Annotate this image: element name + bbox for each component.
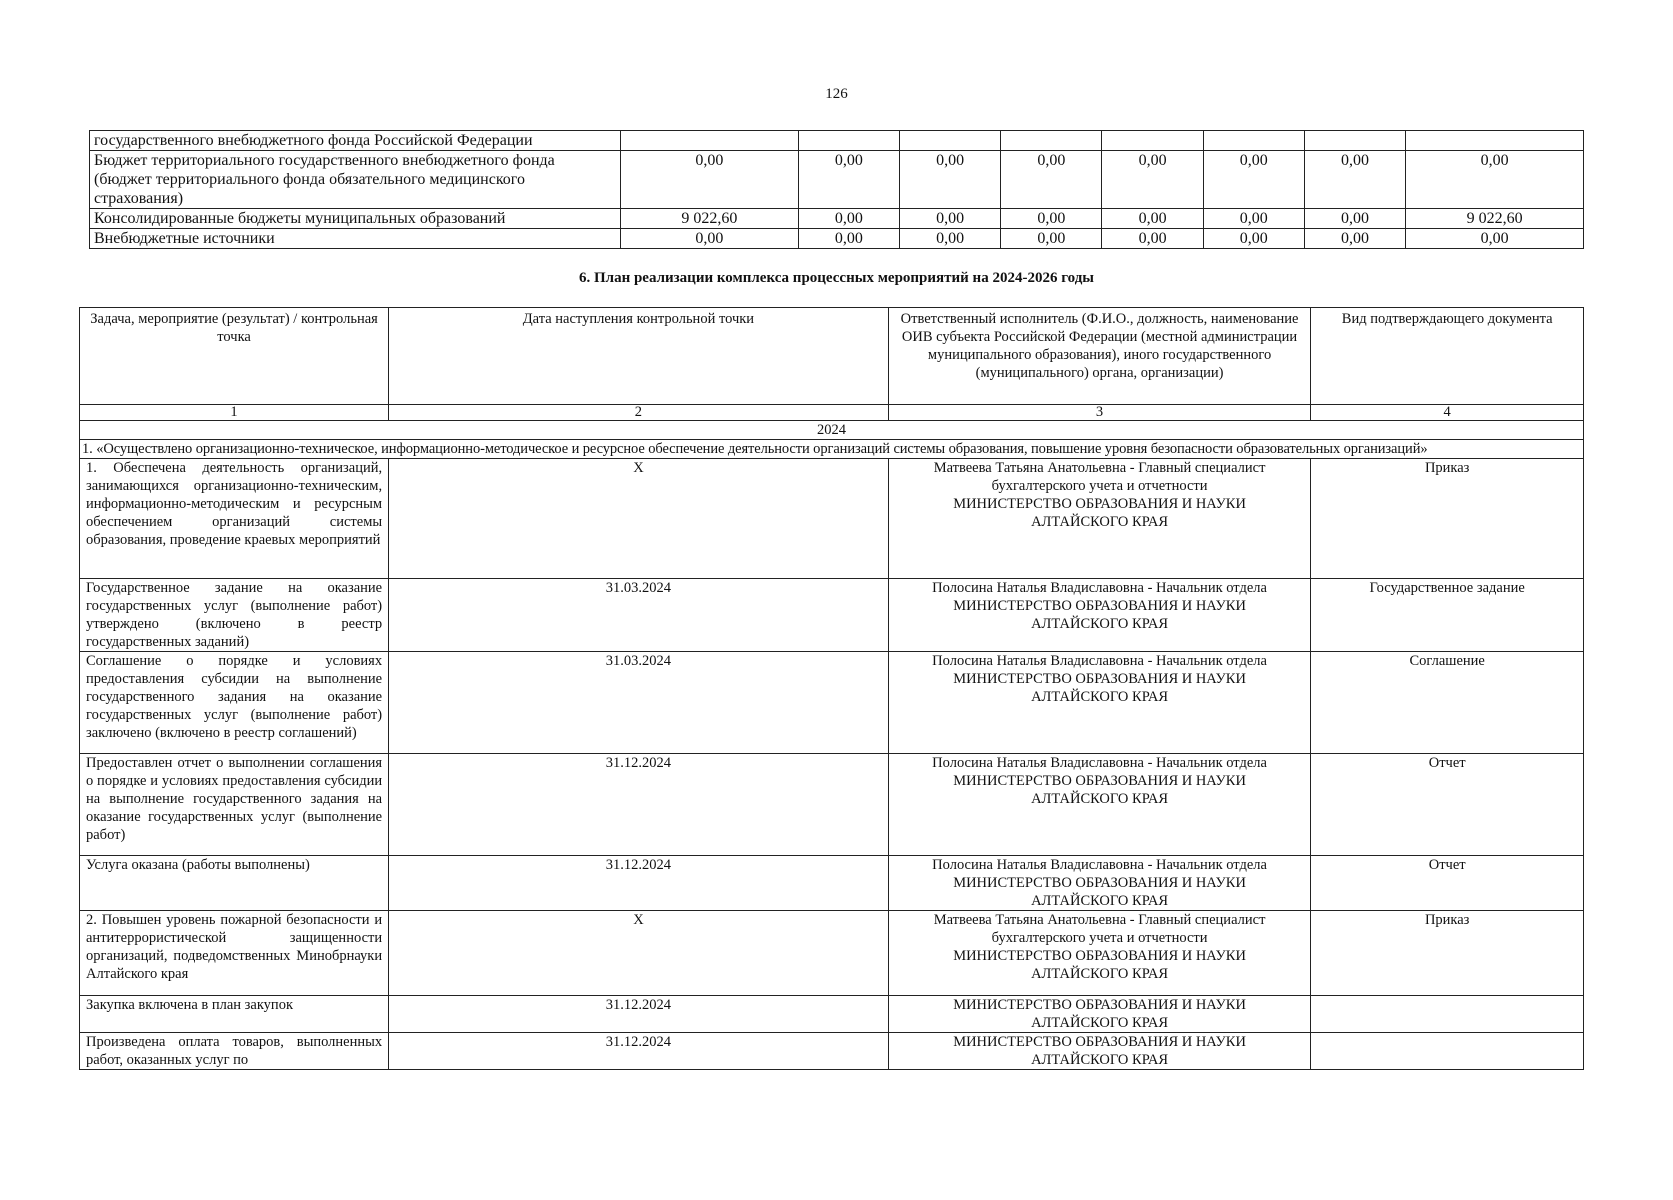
section-title: 6. План реализации комплекса процессных мероприятий на 2024-2026 годы xyxy=(578,270,1095,286)
finance-row-label: государственного внебюджетного фонда Российской Федерации xyxy=(90,131,621,151)
finance-value: 0,00 xyxy=(1406,151,1584,209)
finance-value xyxy=(1102,131,1203,151)
plan-row-event: 1. Обеспечена деятельность организаций, занимающихся организационно-техническим, информационно-методическим и ресурсным обеспечением организаций системы образования, проведение краевых мероприятий xyxy=(80,459,389,579)
plan-row-document: Отчет xyxy=(1311,856,1584,911)
responsible-line: МИНИСТЕРСТВО ОБРАЗОВАНИЯ И НАУКИ xyxy=(953,496,1246,512)
plan-row xyxy=(80,579,1584,652)
column-number: 4 xyxy=(1311,405,1584,421)
plan-row-document xyxy=(1311,1033,1584,1070)
finance-value: 0,00 xyxy=(1001,209,1102,229)
responsible-line: МИНИСТЕРСТВО ОБРАЗОВАНИЯ И НАУКИ xyxy=(953,997,1246,1013)
finance-value: 0,00 xyxy=(1406,229,1584,249)
plan-row-event: Государственное задание на оказание государственных услуг (выполнение работ) утверждено (включено в реестр государственных заданий) xyxy=(80,579,389,652)
finance-row xyxy=(90,131,1584,151)
plan-row-date: X xyxy=(389,911,889,996)
plan-row-responsible xyxy=(888,459,1311,579)
plan-row xyxy=(80,911,1584,996)
finance-value: 9 022,60 xyxy=(621,209,799,229)
plan-row-date: 31.12.2024 xyxy=(389,996,889,1033)
plan-row-date: 31.03.2024 xyxy=(389,652,889,754)
finance-row-label: Внебюджетные источники xyxy=(90,229,621,249)
plan-table xyxy=(79,307,1584,1070)
finance-value: 0,00 xyxy=(621,151,799,209)
finance-value: 0,00 xyxy=(798,151,899,209)
plan-row-date: X xyxy=(389,459,889,579)
plan-row-responsible xyxy=(888,856,1311,911)
finance-value: 0,00 xyxy=(621,229,799,249)
responsible-line: АЛТАЙСКОГО КРАЯ xyxy=(1031,1052,1169,1068)
plan-row xyxy=(80,754,1584,856)
responsible-line: АЛТАЙСКОГО КРАЯ xyxy=(1031,893,1169,909)
responsible-line: МИНИСТЕРСТВО ОБРАЗОВАНИЯ И НАУКИ xyxy=(953,1034,1246,1050)
plan-row-document: Приказ xyxy=(1311,459,1584,579)
finance-value: 0,00 xyxy=(1304,151,1405,209)
finance-value xyxy=(798,131,899,151)
finance-value: 0,00 xyxy=(798,209,899,229)
finance-value xyxy=(1001,131,1102,151)
column-number: 3 xyxy=(888,405,1311,421)
responsible-line: АЛТАЙСКОГО КРАЯ xyxy=(1031,791,1169,807)
plan-row-date: 31.03.2024 xyxy=(389,579,889,652)
finance-value: 0,00 xyxy=(900,229,1001,249)
plan-row-document: Приказ xyxy=(1311,911,1584,996)
responsible-line: бухгалтерского учета и отчетности xyxy=(991,478,1208,494)
finance-value: 0,00 xyxy=(1102,151,1203,209)
finance-value: 0,00 xyxy=(1304,229,1405,249)
plan-row-document xyxy=(1311,996,1584,1033)
plan-row-date: 31.12.2024 xyxy=(389,1033,889,1070)
finance-row-label: Бюджет территориального государственного внебюджетного фонда (бюджет территориального фонда обязательного медицинского страхования) xyxy=(90,151,621,209)
plan-row-date: 31.12.2024 xyxy=(389,754,889,856)
responsible-line: МИНИСТЕРСТВО ОБРАЗОВАНИЯ И НАУКИ xyxy=(953,671,1246,687)
responsible-line: Матвеева Татьяна Анатольевна - Главный специалист xyxy=(933,912,1266,928)
responsible-line: АЛТАЙСКОГО КРАЯ xyxy=(1031,966,1169,982)
finance-row xyxy=(90,209,1584,229)
responsible-line: Полосина Наталья Владиславовна - Начальник отдела xyxy=(932,653,1267,669)
finance-value: 0,00 xyxy=(1102,209,1203,229)
finance-value: 9 022,60 xyxy=(1406,209,1584,229)
responsible-line: МИНИСТЕРСТВО ОБРАЗОВАНИЯ И НАУКИ xyxy=(953,598,1246,614)
finance-value: 0,00 xyxy=(900,209,1001,229)
finance-value: 0,00 xyxy=(1203,209,1304,229)
finance-value xyxy=(1203,131,1304,151)
plan-row xyxy=(80,1033,1584,1070)
finance-row xyxy=(90,229,1584,249)
table-header-row xyxy=(80,308,1584,405)
plan-row-document: Государственное задание xyxy=(1311,579,1584,652)
finance-value xyxy=(900,131,1001,151)
plan-row-responsible xyxy=(888,579,1311,652)
plan-row xyxy=(80,856,1584,911)
finance-value: 0,00 xyxy=(798,229,899,249)
responsible-line: АЛТАЙСКОГО КРАЯ xyxy=(1031,1015,1169,1031)
plan-row xyxy=(80,459,1584,579)
column-numbers-row xyxy=(80,405,1584,421)
plan-row-document: Отчет xyxy=(1311,754,1584,856)
plan-row-event: Предоставлен отчет о выполнении соглашения о порядке и условиях предоставления субсидии на выполнение государственного задания на оказание государственных услуг (выполнение работ) xyxy=(80,754,389,856)
finance-value: 0,00 xyxy=(900,151,1001,209)
finance-value xyxy=(1406,131,1584,151)
plan-row-event: Соглашение о порядке и условиях предоставления субсидии на выполнение государственного задания на оказание государственных услуг (выполнение работ) заключено (включено в реестр соглашений) xyxy=(80,652,389,754)
header-task: Задача, мероприятие (результат) / контрольная точка xyxy=(80,308,389,405)
plan-row-event: 2. Повышен уровень пожарной безопасности и антитеррористической защищенности организаций, подведомственных Минобрнауки Алтайского края xyxy=(80,911,389,996)
finance-value: 0,00 xyxy=(1001,229,1102,249)
plan-row-event: Закупка включена в план закупок xyxy=(80,996,389,1033)
responsible-line: МИНИСТЕРСТВО ОБРАЗОВАНИЯ И НАУКИ xyxy=(953,875,1246,891)
plan-row-responsible xyxy=(888,996,1311,1033)
plan-row-date: 31.12.2024 xyxy=(389,856,889,911)
finance-table xyxy=(89,130,1584,249)
finance-value xyxy=(621,131,799,151)
task-row xyxy=(80,440,1584,459)
header-date: Дата наступления контрольной точки xyxy=(389,308,889,405)
column-number: 2 xyxy=(389,405,889,421)
responsible-line: АЛТАЙСКОГО КРАЯ xyxy=(1031,514,1169,530)
finance-row-label: Консолидированные бюджеты муниципальных образований xyxy=(90,209,621,229)
finance-value: 0,00 xyxy=(1304,209,1405,229)
plan-row-responsible xyxy=(888,652,1311,754)
column-number: 1 xyxy=(80,405,389,421)
plan-row-event: Услуга оказана (работы выполнены) xyxy=(80,856,389,911)
responsible-line: Полосина Наталья Владиславовна - Начальник отдела xyxy=(932,755,1267,771)
responsible-line: Полосина Наталья Владиславовна - Начальник отдела xyxy=(932,857,1267,873)
finance-value: 0,00 xyxy=(1001,151,1102,209)
responsible-line: АЛТАЙСКОГО КРАЯ xyxy=(1031,689,1169,705)
year-row xyxy=(80,421,1584,440)
finance-value: 0,00 xyxy=(1203,229,1304,249)
header-responsible: Ответственный исполнитель (Ф.И.О., должность, наименование ОИВ субъекта Российской Федерации (местной администрации муниципального образования), иного государственного (муниципального) органа, организации) xyxy=(888,308,1311,405)
responsible-line: АЛТАЙСКОГО КРАЯ xyxy=(1031,616,1169,632)
finance-value: 0,00 xyxy=(1102,229,1203,249)
responsible-line: Матвеева Татьяна Анатольевна - Главный специалист xyxy=(933,460,1266,476)
plan-row-responsible xyxy=(888,1033,1311,1070)
finance-value xyxy=(1304,131,1405,151)
year-cell: 2024 xyxy=(80,421,1584,440)
finance-value: 0,00 xyxy=(1203,151,1304,209)
task-cell: 1. «Осуществлено организационно-техническое, информационно-методическое и ресурсное обеспечение деятельности организаций системы образования, повышение уровня безопасности образовательных организаций» xyxy=(80,440,1584,459)
plan-row xyxy=(80,652,1584,754)
page-number: 126 xyxy=(825,86,848,102)
plan-row-event: Произведена оплата товаров, выполненных работ, оказанных услуг по xyxy=(80,1033,389,1070)
plan-row-responsible xyxy=(888,911,1311,996)
plan-row-document: Соглашение xyxy=(1311,652,1584,754)
plan-row xyxy=(80,996,1584,1033)
plan-row-responsible xyxy=(888,754,1311,856)
responsible-line: МИНИСТЕРСТВО ОБРАЗОВАНИЯ И НАУКИ xyxy=(953,773,1246,789)
finance-row xyxy=(90,151,1584,209)
responsible-line: бухгалтерского учета и отчетности xyxy=(991,930,1208,946)
responsible-line: МИНИСТЕРСТВО ОБРАЗОВАНИЯ И НАУКИ xyxy=(953,948,1246,964)
responsible-line: Полосина Наталья Владиславовна - Начальник отдела xyxy=(932,580,1267,596)
header-document: Вид подтверждающего документа xyxy=(1311,308,1584,405)
